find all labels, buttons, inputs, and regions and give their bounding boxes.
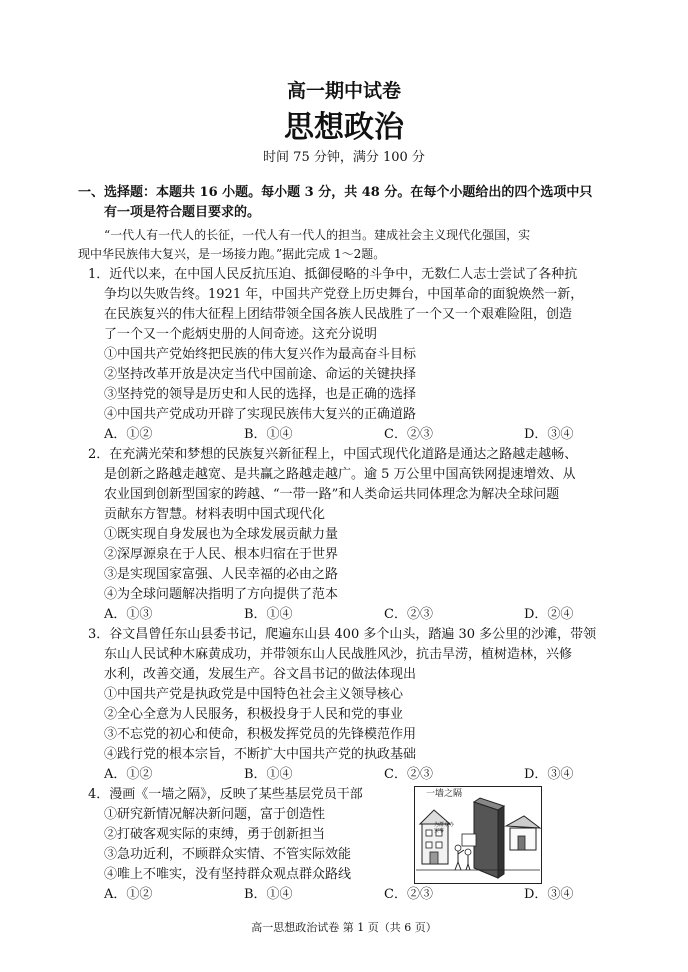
option-d[interactable]: D．③④ — [524, 427, 574, 442]
question-stem-line: 东山人民试种木麻黄成功，并带领东山人民战胜风沙，抗击旱涝，植树造林，兴修 — [104, 647, 573, 662]
option-b[interactable]: B．①④ — [244, 427, 293, 442]
option-a[interactable]: A．①② — [104, 887, 153, 902]
statement-item: ①中国共产党是执政党是中国特色社会主义领导核心 — [104, 687, 404, 702]
question-stem-line: 4．漫画《一墙之隔》，反映了某些基层党员干部 — [88, 787, 363, 802]
option-c[interactable]: C．②③ — [384, 607, 433, 622]
option-d[interactable]: D．③④ — [524, 767, 574, 782]
statement-item: ①研究新情况解决新问题，富于创造性 — [104, 807, 326, 822]
page-title: 思想政治 — [284, 110, 404, 145]
option-b[interactable]: B．①④ — [244, 767, 293, 782]
option-a[interactable]: A．①② — [104, 427, 153, 442]
statement-item: ①中国共产党始终把民族的伟大复兴作为最高奋斗目标 — [104, 347, 417, 362]
statement-item: ③是实现国家富强、人民幸福的必由之路 — [104, 567, 339, 582]
option-d[interactable]: D．③④ — [524, 887, 574, 902]
question-stem-line: 贡献东方智慧。材料表明中国式现代化 — [104, 507, 326, 522]
page-footer: 高一思想政治试卷 第 1 页（共 6 页） — [251, 921, 437, 934]
statement-item: ②全心全意为人民服务，积极投身于人民和党的事业 — [104, 707, 404, 722]
option-b[interactable]: B．①④ — [244, 887, 293, 902]
statement-item: ②打破客观实际的束缚，勇于创新担当 — [104, 827, 326, 842]
question-stem-line: 2．在充满光荣和梦想的民族复兴新征程上，中国式现代化道路是通达之路越走越畅、 — [88, 447, 578, 462]
statement-item: ③急功近利，不顾群众实情、不管实际效能 — [104, 847, 352, 862]
cartoon-illustration — [414, 786, 542, 884]
question-stem-line: 在民族复兴的伟大征程上团结带领全国各族人民战胜了一个又一个艰难险阻，创造 — [104, 307, 573, 322]
question-stem-line: 3．谷文昌曾任东山县委书记，爬遍东山县 400 多个山头，踏遍 30 多公里的沙滩，带领 — [88, 627, 597, 642]
section-intro: “一代人有一代人的长征，一代人有一代人的担当。建成社会主义现代化强国，实 — [104, 228, 531, 242]
question-stem-line: 水利，改善交通，发展生产。谷文昌书记的做法体现出 — [104, 667, 417, 682]
section-intro-cont: 现中华民族伟大复兴，是一场接力跑。”据此完成 1～2题。 — [78, 247, 386, 261]
option-c[interactable]: C．②③ — [384, 767, 433, 782]
statement-item: ③不忘党的初心和使命，积极发挥党员的先锋模范作用 — [104, 727, 417, 742]
option-d[interactable]: D．②④ — [524, 607, 574, 622]
section-heading-cont: 有一项是符合题目要求的。 — [104, 205, 261, 220]
option-a[interactable]: A．①③ — [104, 607, 153, 622]
option-b[interactable]: B．①④ — [244, 607, 293, 622]
question-stem-line: 争均以失败告终。1921 年，中国共产党登上历史舞台，中国革命的面貌焕然一新， — [104, 287, 584, 302]
statement-item: ④践行党的根本宗旨，不断扩大中国共产党的执政基础 — [104, 747, 417, 762]
exam-label: 高一期中试卷 — [286, 80, 401, 102]
statement-item: ④中国共产党成功开辟了实现民族伟大复兴的正确道路 — [104, 407, 417, 422]
cartoon-title: 一墙之隔 — [426, 789, 463, 799]
statement-item: ③坚持党的领导是历史和人民的选择，也是正确的选择 — [104, 387, 417, 402]
exam-time-info: 时间 75 分钟，满分 100 分 — [263, 150, 425, 165]
statement-item: ②深厚源泉在于人民、根本归宿在于世界 — [104, 547, 339, 562]
question-stem-line: 1．近代以来，在中国人民反抗压迫、抵御侵略的斗争中，无数仁人志士尝试了各种抗 — [88, 267, 578, 282]
statement-item: ④为全球问题解决指明了方向提供了范本 — [104, 587, 339, 602]
option-c[interactable]: C．②③ — [384, 427, 433, 442]
statement-item: ④唯上不唯实，没有坚持群众观点群众路线 — [104, 867, 352, 882]
cartoon-sign: 为群众办实事 — [434, 822, 455, 834]
statement-item: ①既实现自身发展也为全球发展贡献力量 — [104, 527, 339, 542]
section-heading: 一、选择题：本题共 16 小题。每小题 3 分，共 48 分。在每个小题给出的四个选项中只 — [78, 185, 593, 200]
statement-item: ②坚持改革开放是决定当代中国前途、命运的关键抉择 — [104, 367, 417, 382]
cartoon-drawing — [414, 786, 542, 884]
question-stem-line: 了一个又一个彪炳史册的人间奇迹。这充分说明 — [104, 327, 378, 342]
question-stem-line: 是创新之路越走越宽、是共赢之路越走越广。逾 5 万公里中国高铁网提速增效、从 — [104, 467, 576, 482]
question-stem-line: 农业国到创新型国家的跨越、“一带一路”和人类命运共同体理念为解决全球问题 — [104, 487, 560, 502]
option-c[interactable]: C．②③ — [384, 887, 433, 902]
option-a[interactable]: A．①② — [104, 767, 153, 782]
